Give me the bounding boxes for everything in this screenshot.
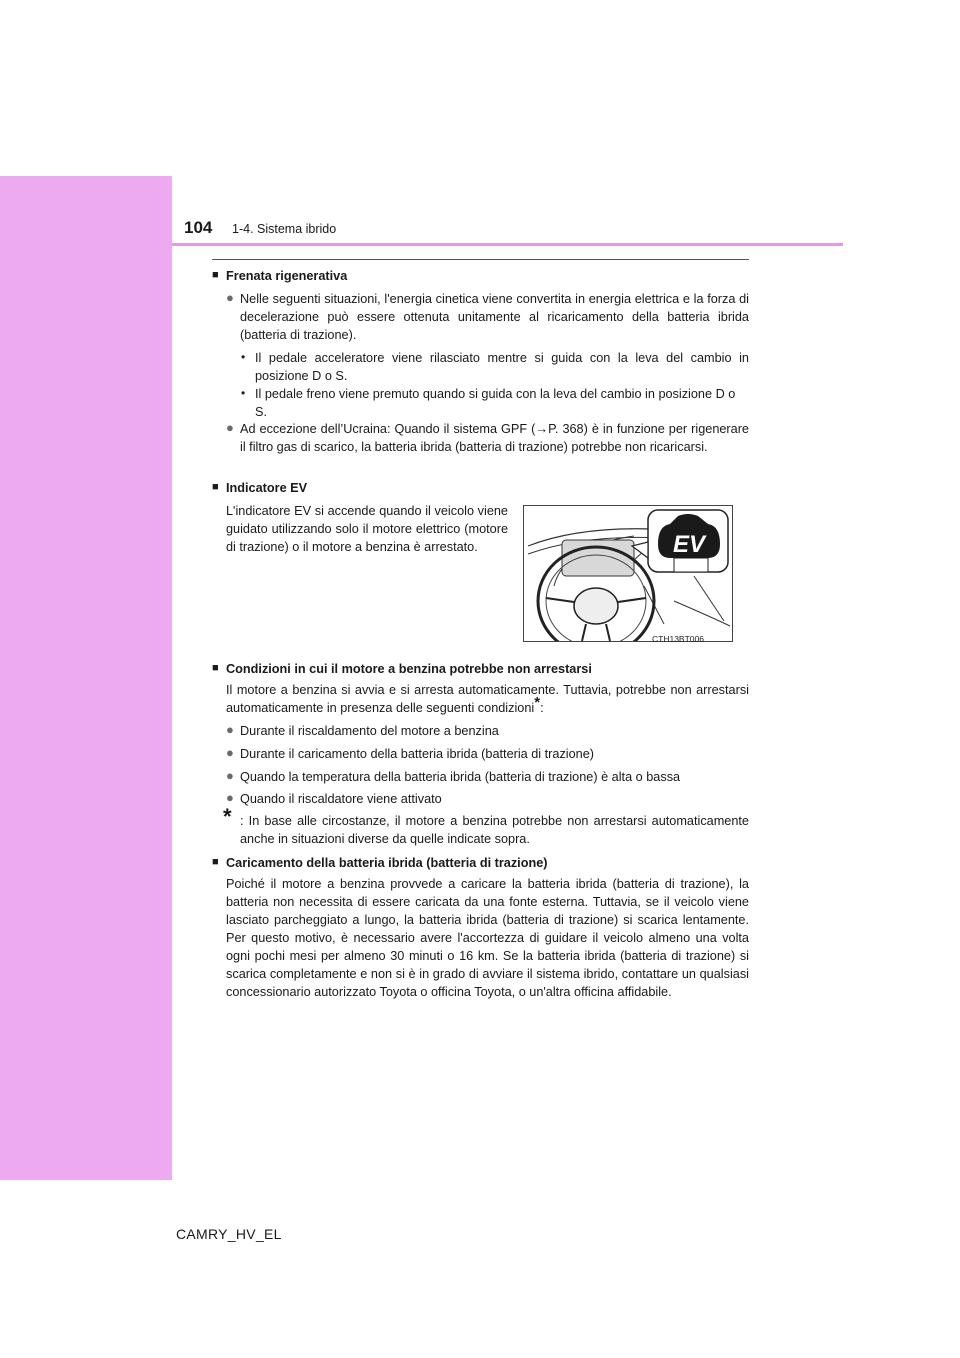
heading-square-icon: ■ (212, 269, 219, 281)
ev-indicator-figure (523, 505, 733, 642)
paragraph-caricamento: Poiché il motore a benzina provvede a caricare la batteria ibrida (batteria di trazione), la batteria non necessita di essere caricata da una fonte esterna. Tuttavia, se il veicolo viene lasciato parcheggiato a lungo, la batteria ibrida (batteria di trazione) si scarica lentamente. Per questo motivo, è necessario avere l'accortezza di guidare il veicolo almeno una volta ogni pochi mesi per almeno 30 minuti o 16 km. Se la batteria ibrida (batteria di trazione) si scarica completamente e non si è in grado di avviare il sistema ibrido, contattare un qualsiasi concessionario autorizzato Toyota o officina Toyota, o un'altra officina affidabile. (226, 877, 749, 999)
bullet-circle-icon: ● (226, 420, 234, 435)
condition-item: Quando la temperatura della batteria ibrida (batteria di trazione) è alta o bassa (240, 770, 681, 784)
text-segment: P. 368) è in funzione per rigenerare il filtro gas di scarico, la batteria ibrida (batteria di trazione) potrebbe non ricaricarsi. (240, 422, 749, 454)
asterisk-mark: * (534, 693, 541, 711)
condition-item: Durante il riscaldamento del motore a benzina (240, 724, 499, 738)
figure-code: CTH13BT006 (652, 634, 704, 644)
bullet-circle-icon: ● (226, 290, 234, 305)
heading-condizioni: Condizioni in cui il motore a benzina potrebbe non arrestarsi (226, 662, 592, 676)
ev-badge-label: EV (672, 531, 706, 558)
heading-indicatore: Indicatore EV (226, 481, 308, 495)
condition-item: Durante il caricamento della batteria ibrida (batteria di trazione) (240, 747, 595, 761)
content-rule (212, 259, 749, 260)
footnote-asterisk: * (223, 804, 232, 829)
text-segment: Ad eccezione dell’Ucraina: Quando il sistema GPF ( (240, 422, 536, 436)
condition-item: Quando il riscaldatore viene attivato (240, 792, 442, 806)
heading-square-icon: ■ (212, 856, 219, 868)
bullet-circle-icon: ● (226, 790, 234, 805)
heading-square-icon: ■ (212, 481, 219, 493)
sub-bullet-icon: • (241, 350, 246, 364)
heading-frenata: Frenata rigenerativa (226, 269, 348, 283)
paragraph-frenata-2 (240, 420, 749, 456)
page-number: 104 (184, 218, 213, 237)
bullet-circle-icon: ● (226, 722, 234, 737)
sidebar-tab (0, 176, 172, 1180)
bullet-circle-icon: ● (226, 768, 234, 783)
section-title: 1-4. Sistema ibrido (232, 222, 337, 236)
heading-square-icon: ■ (212, 662, 219, 674)
arrow-right-icon: → (535, 422, 549, 436)
dashboard-illustration (524, 506, 732, 641)
paragraph-frenata-1: Nelle seguenti situazioni, l'energia cinetica viene convertita in energia elettrica e la forza di decelerazione può essere ottenuta unitamente al ricaricamento della batteria ibrida (batteria di trazione). (240, 292, 749, 342)
heading-caricamento: Caricamento della batteria ibrida (batteria di trazione) (226, 856, 548, 870)
bullet-circle-icon: ● (226, 745, 234, 760)
text-segment: Il motore a benzina si avvia e si arresta automaticamente. Tuttavia, potrebbe non arrestarsi automaticamente in presenza delle seguenti condizioni (226, 683, 749, 715)
text-segment: : (540, 701, 544, 715)
sub-bullet-icon: • (241, 386, 246, 400)
paragraph-condizioni (226, 681, 749, 717)
footer-model: CAMRY_HV_EL (176, 1226, 282, 1242)
paragraph-indicatore: L'indicatore EV si accende quando il veicolo viene guidato utilizzando solo il motore elettrico (motore di trazione) o il motore a benzina è arrestato. (226, 504, 508, 554)
header-rule (172, 243, 843, 246)
sub-item-1: Il pedale acceleratore viene rilasciato mentre si guida con la leva del cambio in posizione D o S. (255, 351, 749, 383)
sub-item-2: Il pedale freno viene premuto quando si guida con la leva del cambio in posizione D o S. (255, 387, 736, 419)
footnote-condizioni: : In base alle circostanze, il motore a benzina potrebbe non arrestarsi automaticamente anche in situazioni diverse da quelle indicate sopra. (240, 814, 749, 846)
